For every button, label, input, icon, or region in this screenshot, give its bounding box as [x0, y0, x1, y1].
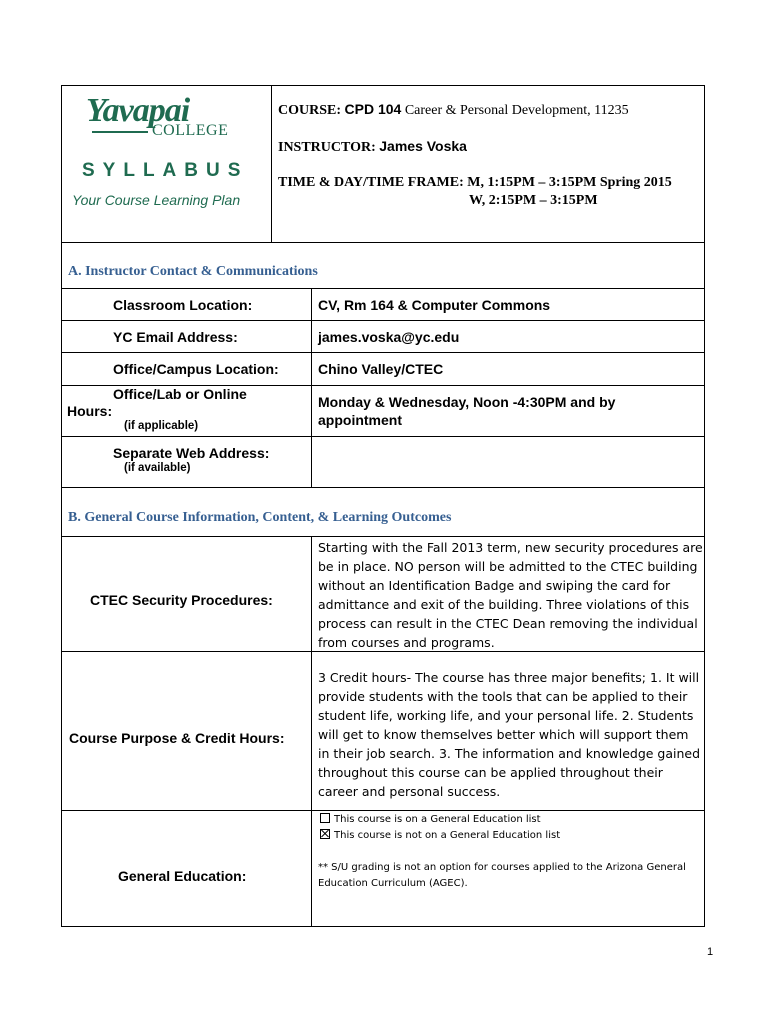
time-value-2: W, 2:15PM – 3:15PM	[469, 193, 598, 208]
office-location-label: Office/Campus Location:	[113, 361, 279, 377]
gen-ed-note: ** S/U grading is not an option for courses applied to the Arizona General Education Curriculum (AGEC).	[318, 862, 686, 889]
gen-ed-checkbox-on-list[interactable]	[320, 813, 330, 823]
course-label: COURSE:	[278, 103, 342, 118]
office-hours-value: Monday & Wednesday, Noon -4:30PM and by appointment	[318, 394, 616, 428]
time-value-1: M, 1:15PM – 3:15PM Spring 2015	[467, 175, 672, 190]
office-hours-label-1: Office/Lab or Online	[113, 386, 247, 402]
section-a-divider	[311, 288, 312, 488]
course-code: CPD 104	[344, 101, 402, 117]
gen-ed-option-1	[320, 812, 541, 828]
page-number: 1	[707, 946, 714, 958]
college-logo	[86, 92, 246, 146]
section-a-title: A. Instructor Contact & Communications	[68, 264, 318, 279]
security-value: Starting with the Fall 2013 term, new security procedures are be in place. NO person will be admitted to the CTEC building without an Identification Badge and swiping the card for admittance and exit of the building. Three violations of this process can result in the CTEC Dean removing the individual from courses and programs.	[318, 540, 703, 650]
course-purpose-value: 3 Credit hours- The course has three major benefits; 1. It will provide students with the tools that can be applied to their student life, working life, and your personal life. 2. Students will get to know themselves better which will support them in their job search. 3. The information and knowledge gained throughout this course can be applied throughout their career and personal success.	[318, 670, 701, 799]
classroom-label: Classroom Location:	[113, 297, 253, 313]
gen-ed-checkbox-not-on-list[interactable]	[320, 829, 330, 839]
email-value[interactable]: james.voska@yc.edu	[318, 329, 460, 345]
section-a-rule-4	[61, 436, 705, 437]
logo-word: Yavapai	[86, 92, 190, 129]
syllabus-subtitle: Your Course Learning Plan	[72, 192, 241, 208]
course-purpose-label: Course Purpose & Credit Hours:	[69, 730, 285, 746]
security-label: CTEC Security Procedures:	[90, 592, 273, 608]
time-label: TIME & DAY/TIME FRAME:	[278, 175, 464, 190]
instructor-label: INSTRUCTOR:	[278, 140, 376, 155]
instructor-line	[278, 138, 467, 156]
web-address-label: Separate Web Address:	[113, 445, 270, 461]
gen-ed-option-1-label: This course is on a General Education list	[334, 814, 541, 825]
course-line	[278, 101, 629, 119]
section-a-rule-0	[61, 288, 705, 289]
course-name: Career & Personal Development, 11235	[404, 103, 629, 118]
web-address-note: (if available)	[124, 462, 191, 474]
section-a-rule-1	[61, 320, 705, 321]
section-b-title: B. General Course Information, Content, & Learning Outcomes	[68, 510, 452, 525]
gen-ed-option-2	[320, 828, 560, 844]
section-b-rule-0	[61, 536, 705, 537]
logo-subword: COLLEGE	[152, 122, 229, 139]
gen-ed-option-2-label: This course is not on a General Education list	[334, 830, 561, 841]
instructor-name: James Voska	[379, 138, 467, 154]
classroom-value: CV, Rm 164 & Computer Commons	[318, 297, 551, 313]
section-a-rule-2	[61, 352, 705, 353]
email-label: YC Email Address:	[113, 329, 238, 345]
time-line-1	[278, 175, 672, 191]
office-location-value: Chino Valley/CTEC	[318, 361, 444, 377]
section-b-divider	[311, 536, 312, 927]
gen-ed-label: General Education:	[118, 868, 247, 884]
syllabus-title: SYLLABUS	[82, 160, 249, 181]
office-hours-label-2: Hours:	[67, 403, 113, 419]
section-b-rule-2	[61, 810, 705, 811]
header-divider	[271, 85, 272, 243]
office-hours-note: (if applicable)	[124, 420, 199, 432]
logo-rule	[92, 131, 148, 133]
